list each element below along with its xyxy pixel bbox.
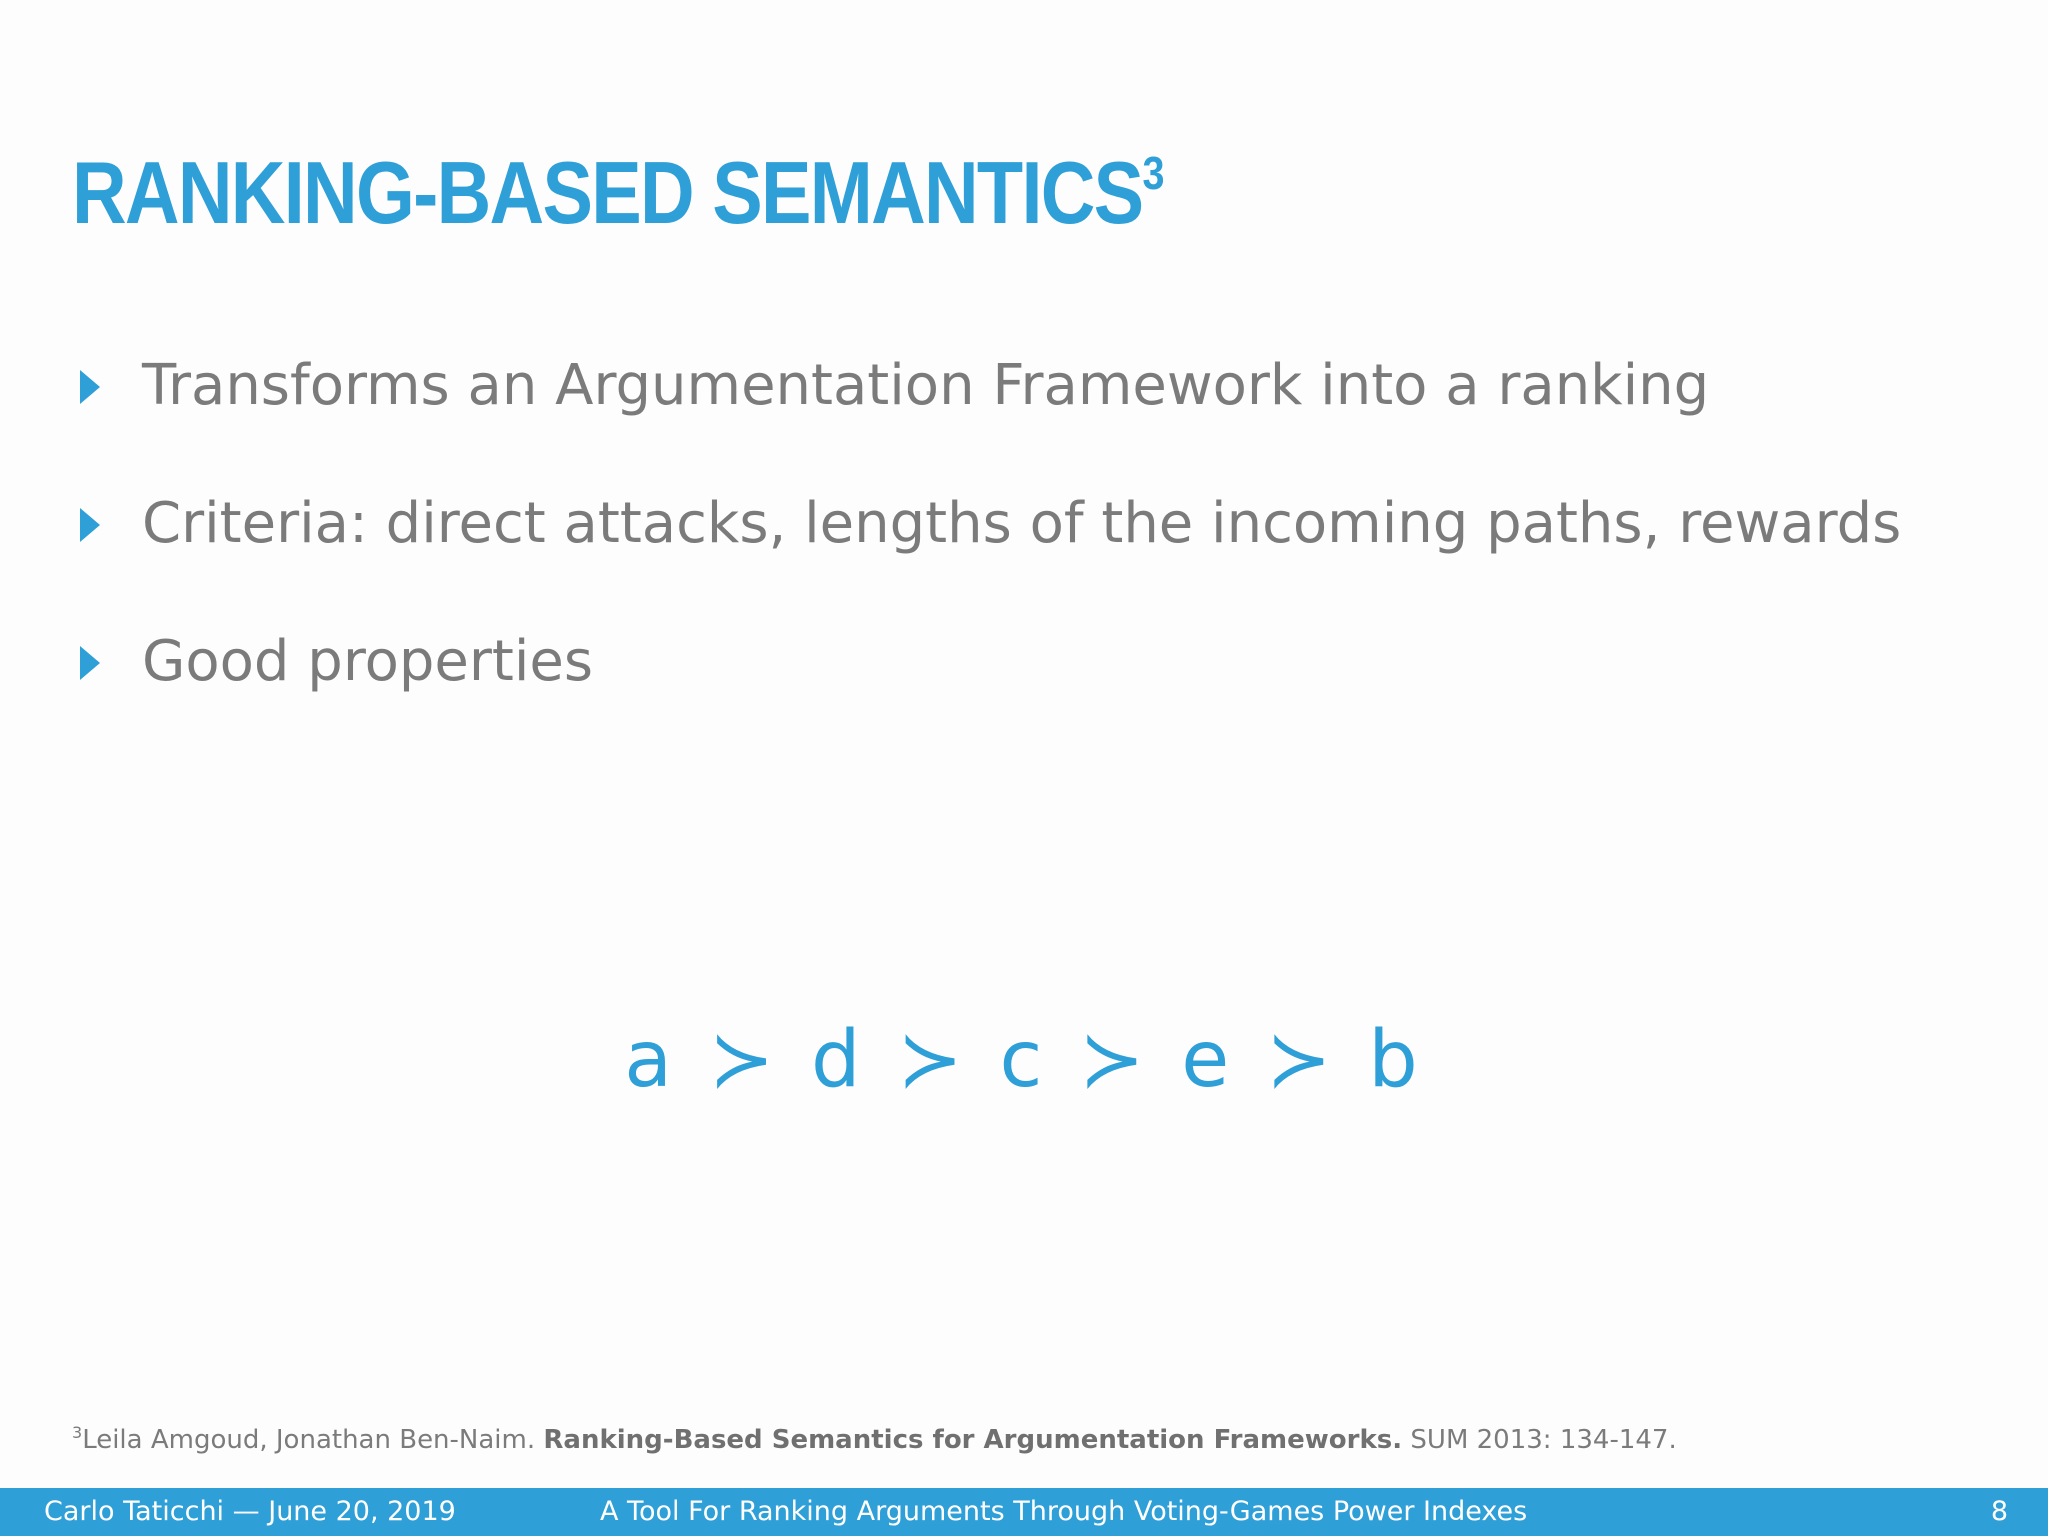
footnote-marker: 3 (72, 1423, 83, 1442)
triangle-right-icon (80, 646, 100, 680)
footer-author-date: Carlo Taticchi — June 20, 2019 (44, 1496, 456, 1527)
footnote-authors: Leila Amgoud, Jonathan Ben-Naim. (82, 1425, 544, 1455)
bullet-text: Transforms an Argumentation Framework into a ranking (142, 353, 1710, 418)
footer-bar (0, 1488, 2048, 1536)
footnote-paper-title: Ranking-Based Semantics for Argumentation Frameworks. (543, 1425, 1403, 1455)
slide-title (72, 138, 1164, 248)
slide-title-text: RANKING-BASED SEMANTICS (72, 143, 1143, 242)
triangle-right-icon (80, 370, 100, 404)
bullet-text: Criteria: direct attacks, lengths of the incoming paths, rewards (142, 491, 1902, 556)
ranking-formula: a ≻ d ≻ c ≻ e ≻ b (624, 1015, 1424, 1105)
footnote-venue: SUM 2013: 134-147. (1402, 1425, 1677, 1455)
footnote (72, 1422, 1677, 1458)
page-number: 8 (1990, 1496, 2008, 1527)
title-footnote-marker: 3 (1142, 147, 1165, 199)
triangle-right-icon (80, 508, 100, 542)
bullet-text: Good properties (142, 629, 594, 694)
footer-talk-title: A Tool For Ranking Arguments Through Voting-Games Power Indexes (600, 1496, 1528, 1527)
